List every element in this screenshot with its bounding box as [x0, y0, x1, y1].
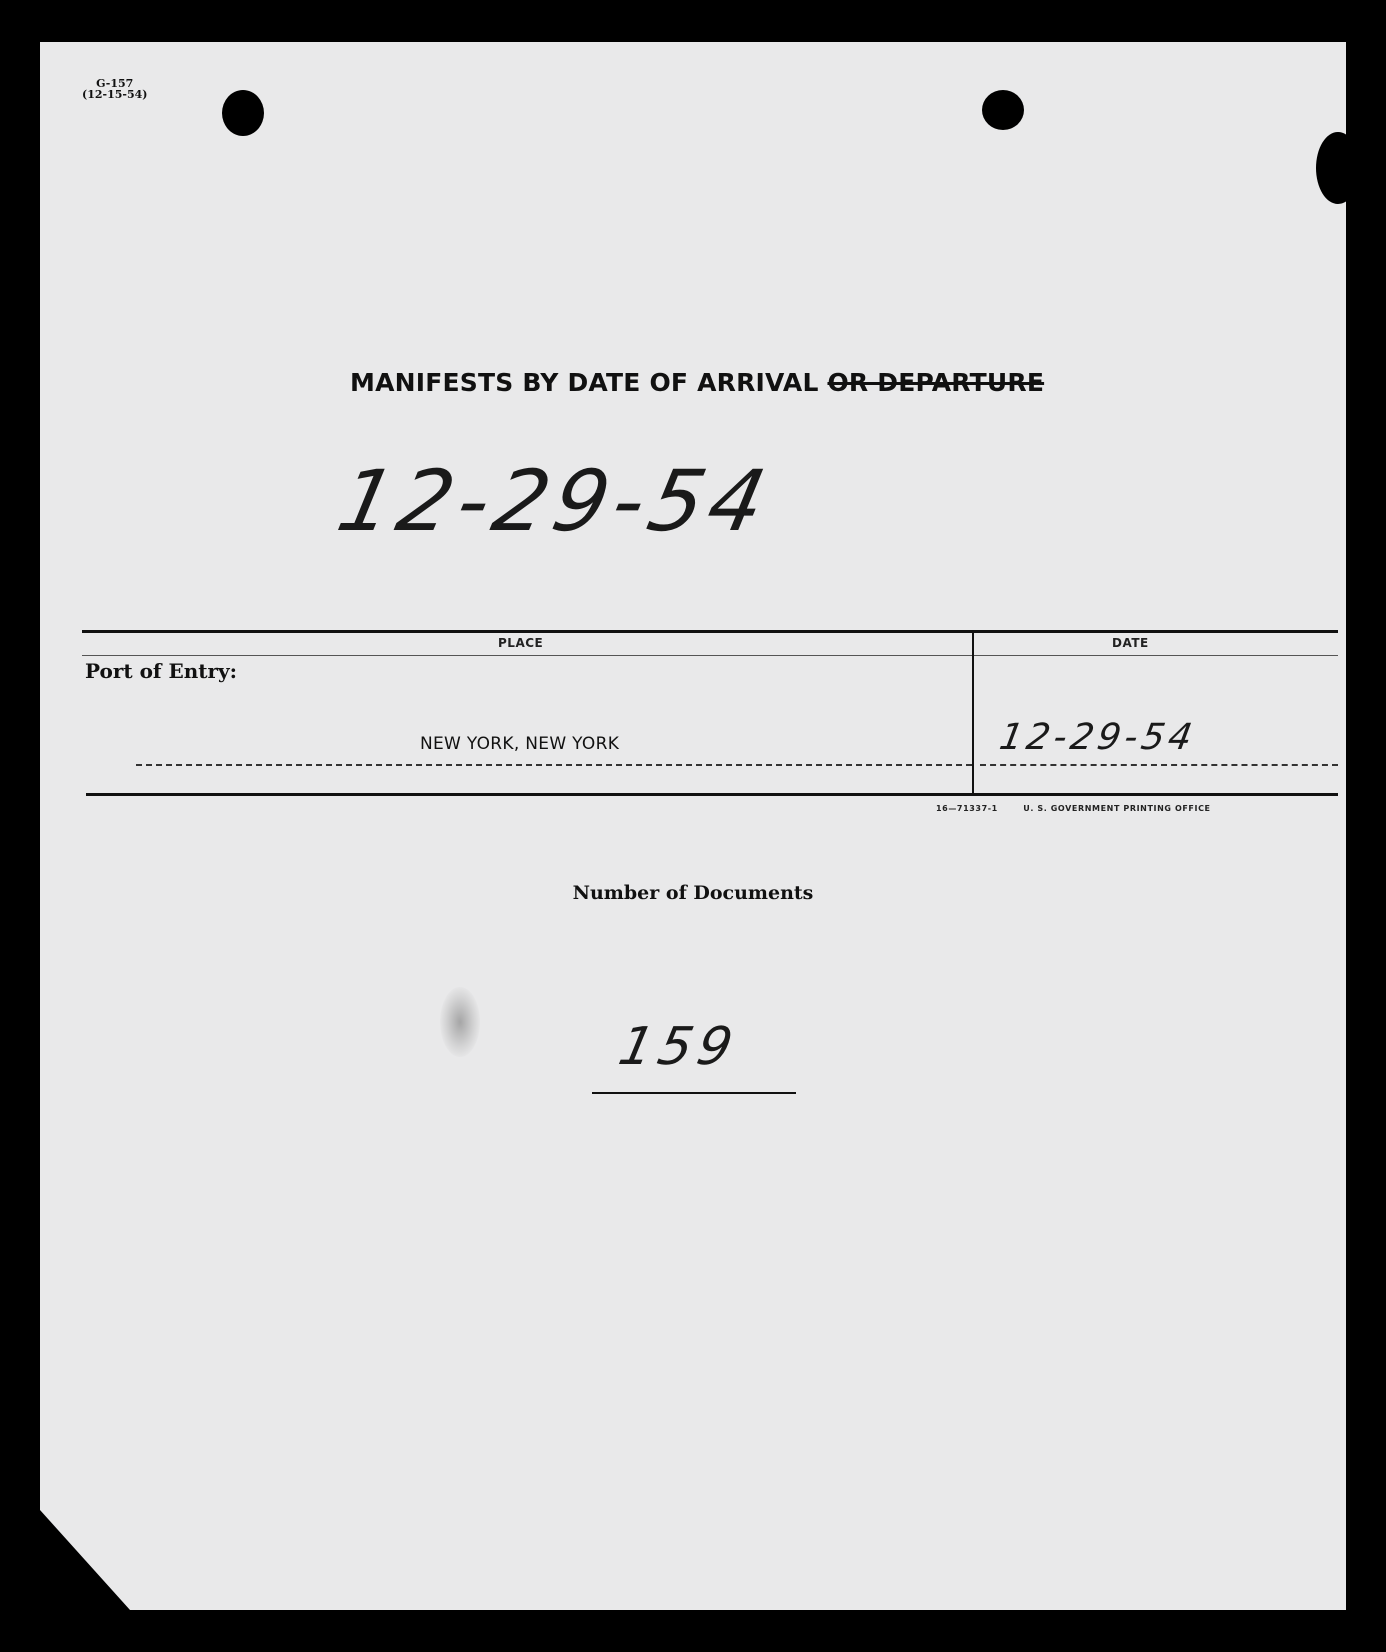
- edge-notch: [1316, 132, 1346, 204]
- document-count: 159: [613, 1017, 744, 1077]
- document-page: [40, 42, 1346, 1610]
- place-value: NEW YORK, NEW YORK: [420, 734, 620, 754]
- printer-imprint: [936, 804, 1211, 813]
- count-underline: [592, 1092, 796, 1094]
- place-dashed-line: [136, 764, 972, 766]
- folded-corner: [40, 1510, 130, 1610]
- handwritten-date: 12-29-54: [329, 452, 780, 550]
- title-main: MANIFESTS BY DATE OF ARRIVAL: [350, 368, 819, 397]
- port-of-entry-label: Port of Entry:: [85, 659, 238, 683]
- smudge-mark: [440, 987, 480, 1057]
- page-title: [350, 368, 1044, 397]
- punch-hole-right: [982, 90, 1024, 130]
- documents-label: Number of Documents: [572, 882, 814, 904]
- column-divider: [972, 633, 974, 793]
- punch-hole-left: [222, 90, 264, 136]
- place-header: PLACE: [498, 636, 544, 650]
- printer-office: U. S. GOVERNMENT PRINTING OFFICE: [1023, 804, 1211, 813]
- title-struck: OR DEPARTURE: [827, 368, 1045, 397]
- header-rule: [82, 655, 1338, 656]
- handwritten-entry-date: 12-29-54: [996, 717, 1200, 758]
- date-header: DATE: [1112, 636, 1149, 650]
- form-revision: (12-15-54): [82, 88, 148, 101]
- form-number: [82, 78, 147, 100]
- table-top-rule: [82, 630, 1338, 633]
- table-bottom-rule: [86, 793, 1338, 796]
- date-dashed-line: [980, 764, 1338, 766]
- form-id: G-157: [96, 77, 134, 90]
- printer-code: 16—71337-1: [936, 804, 998, 813]
